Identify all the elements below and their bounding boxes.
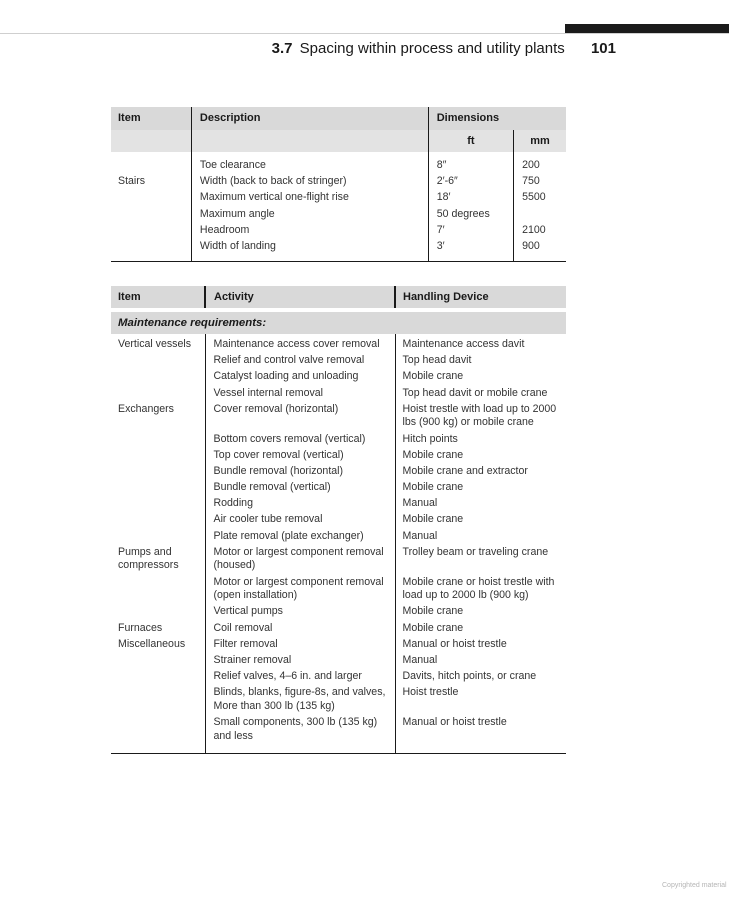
table-cell: Mobile crane bbox=[395, 513, 566, 529]
table-row bbox=[111, 605, 566, 621]
table-cell: Mobile crane or hoist trestle with load up to 2000 lb (900 kg) bbox=[395, 576, 566, 606]
table-cell: Coil removal bbox=[205, 622, 395, 638]
table-cell: Bundle removal (horizontal) bbox=[205, 465, 395, 481]
table-cell: Top head davit or mobile crane bbox=[395, 387, 566, 403]
table-cell: Motor or largest component removal (housed) bbox=[205, 546, 395, 576]
table-cell: Air cooler tube removal bbox=[205, 513, 395, 529]
table-cell: Top cover removal (vertical) bbox=[205, 449, 395, 465]
table-cell: Manual bbox=[395, 654, 566, 670]
table-cell bbox=[111, 387, 205, 403]
table-cell: 3′ bbox=[436, 239, 445, 252]
table-cell: Maximum vertical one-flight rise bbox=[199, 191, 349, 204]
table-cell: Manual or hoist trestle bbox=[395, 638, 566, 654]
running-header bbox=[0, 40, 616, 57]
table-cell: Mobile crane bbox=[395, 370, 566, 386]
maintenance-handling-table bbox=[111, 286, 566, 754]
table-cell bbox=[111, 465, 205, 481]
table-cell bbox=[111, 654, 205, 670]
table-row bbox=[111, 465, 566, 481]
table-cell: Bottom covers removal (vertical) bbox=[205, 433, 395, 449]
table-cell: Mobile crane bbox=[395, 481, 566, 497]
item-column bbox=[111, 152, 191, 262]
table-cell: Headroom bbox=[199, 223, 250, 236]
table-cell: Top head davit bbox=[395, 354, 566, 370]
table-cell: Small components, 300 lb (135 kg) and less bbox=[205, 716, 395, 754]
table-cell: Mobile crane bbox=[395, 605, 566, 621]
table-row bbox=[111, 497, 566, 513]
header-rule bbox=[0, 33, 729, 34]
table-cell: Strainer removal bbox=[205, 654, 395, 670]
column-header-activity: Activity bbox=[205, 286, 395, 308]
table-cell bbox=[111, 433, 205, 449]
copyright-watermark: Copyrighted material bbox=[662, 882, 727, 889]
table-cell: 7′ bbox=[436, 223, 445, 236]
table-row bbox=[111, 449, 566, 465]
table-cell: Hoist trestle with load up to 2000 lbs (900 kg) or mobile crane bbox=[395, 403, 566, 433]
table-row bbox=[111, 530, 566, 546]
column-header-ft: ft bbox=[428, 130, 513, 152]
table-row bbox=[111, 622, 566, 638]
table-cell bbox=[111, 481, 205, 497]
table-cell bbox=[522, 206, 566, 222]
column-header-handling-device: Handling Device bbox=[395, 286, 566, 308]
table-row bbox=[111, 370, 566, 386]
table-cell bbox=[111, 576, 205, 606]
table-cell: Stairs bbox=[118, 175, 146, 188]
table-cell: Width of landing bbox=[199, 239, 276, 252]
table-row bbox=[111, 670, 566, 686]
mm-column bbox=[514, 152, 566, 262]
table-cell: Mobile crane bbox=[395, 449, 566, 465]
stairs-dimensions-table bbox=[111, 107, 566, 262]
page-number: 101 bbox=[590, 40, 616, 57]
table-cell: 2100 bbox=[522, 223, 546, 236]
table-cell: 50 degrees bbox=[436, 207, 490, 220]
table-row bbox=[111, 354, 566, 370]
table-cell: Davits, hitch points, or crane bbox=[395, 670, 566, 686]
table-cell: Furnaces bbox=[118, 621, 163, 634]
table-cell bbox=[111, 605, 205, 621]
column-header-dimensions: Dimensions bbox=[428, 107, 566, 130]
table-cell: Motor or largest component removal (open installation) bbox=[205, 576, 395, 606]
table-cell: Mobile crane and extractor bbox=[395, 465, 566, 481]
table-cell: 900 bbox=[522, 239, 540, 252]
table-cell: Relief valves, 4–6 in. and larger bbox=[205, 670, 395, 686]
column-header-description: Description bbox=[191, 107, 428, 130]
table-cell: Miscellaneous bbox=[118, 637, 186, 650]
table-cell: 5500 bbox=[522, 191, 546, 204]
section-heading: Maintenance requirements: bbox=[111, 312, 566, 334]
table-row bbox=[111, 513, 566, 529]
table-cell bbox=[111, 513, 205, 529]
table-cell bbox=[111, 354, 205, 370]
table-cell: Manual or hoist trestle bbox=[395, 716, 566, 754]
table-cell bbox=[118, 222, 191, 238]
table-cell bbox=[111, 370, 205, 386]
table-cell: Vessel internal removal bbox=[205, 387, 395, 403]
table-cell: Exchangers bbox=[118, 402, 174, 415]
table-cell: 18′ bbox=[436, 191, 451, 204]
table-cell: Manual bbox=[395, 497, 566, 513]
table-row bbox=[111, 433, 566, 449]
table-cell: Hitch points bbox=[395, 433, 566, 449]
table-cell: 750 bbox=[522, 175, 540, 188]
table-cell bbox=[118, 157, 191, 173]
table-row bbox=[111, 403, 566, 433]
column-header-item: Item bbox=[111, 286, 205, 308]
table-cell: Mobile crane bbox=[395, 622, 566, 638]
table-cell: Bundle removal (vertical) bbox=[205, 481, 395, 497]
table-row bbox=[111, 576, 566, 606]
table-row bbox=[111, 654, 566, 670]
table-cell bbox=[118, 189, 191, 205]
table-row bbox=[111, 481, 566, 497]
table-row bbox=[111, 638, 566, 654]
table-cell: Maximum angle bbox=[199, 207, 275, 220]
table-cell bbox=[111, 530, 205, 546]
table-cell: Maintenance access cover removal bbox=[205, 338, 395, 354]
table-cell bbox=[111, 686, 205, 716]
table-row bbox=[111, 338, 566, 354]
table-cell: Blinds, blanks, figure-8s, and valves, More than 300 lb (135 kg) bbox=[205, 686, 395, 716]
column-header-item: Item bbox=[111, 107, 191, 130]
table-cell: Manual bbox=[395, 530, 566, 546]
table-cell bbox=[118, 206, 191, 222]
table-cell: Pumps and compressors bbox=[118, 545, 179, 572]
table-cell bbox=[111, 716, 205, 754]
table-cell: Width (back to back of stringer) bbox=[199, 175, 347, 188]
table-cell: Catalyst loading and unloading bbox=[205, 370, 395, 386]
table-cell bbox=[111, 670, 205, 686]
table-row bbox=[111, 546, 566, 576]
table-cell: Vertical pumps bbox=[205, 605, 395, 621]
table-cell: 2′-6″ bbox=[436, 175, 458, 188]
ft-column bbox=[428, 152, 513, 262]
table-row bbox=[111, 686, 566, 716]
table-cell: 200 bbox=[522, 159, 540, 171]
table-cell: Relief and control valve removal bbox=[205, 354, 395, 370]
table-cell: Toe clearance bbox=[199, 159, 266, 171]
table-cell: Vertical vessels bbox=[118, 338, 192, 350]
table-cell bbox=[111, 449, 205, 465]
table-cell: Cover removal (horizontal) bbox=[205, 403, 395, 433]
table-cell: Maintenance access davit bbox=[395, 338, 566, 354]
table-cell bbox=[118, 238, 191, 254]
section-title: Spacing within process and utility plants bbox=[299, 40, 565, 57]
table-cell: Filter removal bbox=[205, 638, 395, 654]
column-header-mm: mm bbox=[514, 130, 566, 152]
table-cell: 8″ bbox=[436, 159, 447, 171]
table-cell bbox=[111, 497, 205, 513]
table-cell: Trolley beam or traveling crane bbox=[395, 546, 566, 576]
table-cell: Plate removal (plate exchanger) bbox=[205, 530, 395, 546]
table-cell: Rodding bbox=[205, 497, 395, 513]
description-column bbox=[191, 152, 428, 262]
table-cell: Hoist trestle bbox=[395, 686, 566, 716]
table-row bbox=[111, 387, 566, 403]
section-number: 3.7 bbox=[271, 40, 293, 57]
table-row bbox=[111, 716, 566, 754]
